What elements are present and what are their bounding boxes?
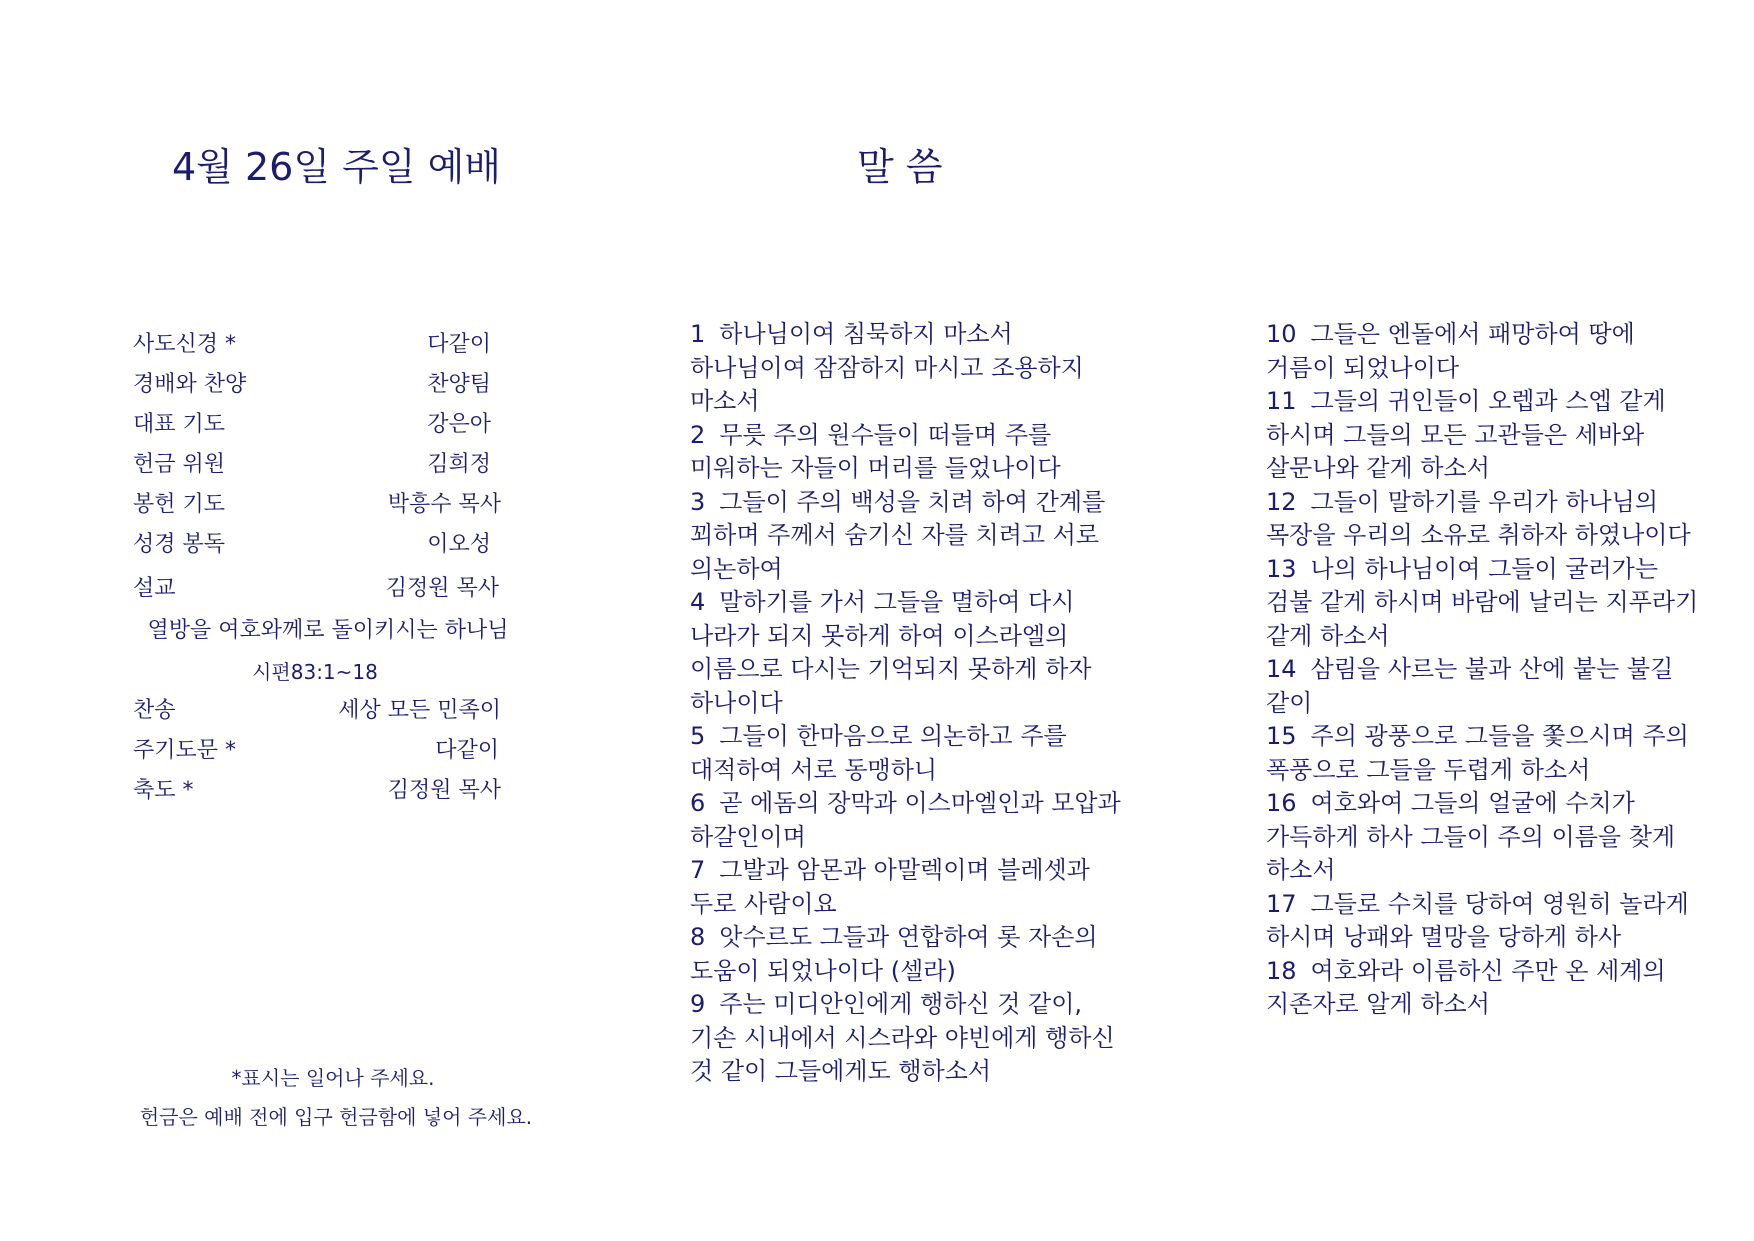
- verse-line: [1266, 821, 1698, 855]
- verse-number: 12: [1266, 487, 1297, 516]
- order-person: 김희정: [427, 452, 491, 477]
- verse-text: 여호와라 이름하신 주만 온 세계의: [1310, 956, 1666, 985]
- verse-line: [690, 921, 1121, 955]
- verse-number: 2: [690, 420, 706, 449]
- order-role: 사도신경 *: [133, 332, 237, 357]
- verse-text: 주는 미디안인에게 행하신 것 같이,: [719, 990, 1083, 1018]
- verse-number: 3: [690, 487, 706, 516]
- verse-line: [1266, 754, 1698, 788]
- verse-line: [690, 754, 1121, 788]
- verse-line: [690, 620, 1121, 654]
- verse-text: 나의 하나님이여 그들이 굴러가는: [1310, 554, 1659, 583]
- verse-text: 하나이다: [690, 688, 783, 717]
- verse-line: [1266, 955, 1698, 989]
- verse-text: 기손 시내에서 시스라와 야빈에게 행하신: [690, 1023, 1115, 1052]
- verse-text: 같이: [1266, 688, 1313, 717]
- verse-line: [690, 687, 1121, 721]
- verse-text: 의논하여: [690, 554, 783, 583]
- verse-line: [1266, 519, 1698, 553]
- order-row: [133, 733, 501, 765]
- verse-line: [690, 955, 1121, 989]
- order-role: 주기도문 *: [133, 738, 237, 763]
- verse-line: [690, 553, 1121, 587]
- order-person: 다같이: [427, 332, 491, 357]
- order-person: 다같이: [435, 738, 499, 763]
- verse-text: 하시며 낭패와 멸망을 당하게 하사: [1266, 923, 1622, 951]
- verse-line: [1266, 553, 1698, 587]
- verse-line: [690, 888, 1121, 922]
- verse-text: 검불 같게 하시며 바람에 날리는 지푸라기: [1266, 588, 1699, 616]
- verse-number: 9: [690, 990, 706, 1018]
- order-row: [133, 367, 501, 399]
- verse-text: 그들의 귀인들이 오렙과 스엡 같게: [1310, 387, 1666, 415]
- verse-number: 10: [1266, 320, 1297, 348]
- verse-number: 5: [690, 722, 706, 750]
- verse-text: 가득하게 하사 그들이 주의 이름을 찾게: [1266, 822, 1676, 851]
- order-role: 성경 봉독: [133, 532, 226, 557]
- verse-line: [1266, 988, 1698, 1022]
- verse-number: 13: [1266, 554, 1297, 583]
- order-person: 김정원 목사: [385, 576, 499, 601]
- verse-number: 1: [690, 320, 706, 348]
- verse-line: [690, 419, 1121, 453]
- order-row: [133, 693, 501, 725]
- verse-line: [1266, 486, 1698, 520]
- order-row: [133, 487, 501, 519]
- verse-line: [690, 720, 1121, 754]
- order-person: 찬양팀: [427, 372, 491, 397]
- verse-number: 14: [1266, 655, 1297, 683]
- stand-note: *표시는 일어나 주세요.: [231, 1066, 435, 1090]
- verse-line: [1266, 787, 1698, 821]
- verse-text: 앗수르도 그들과 연합하여 롯 자손의: [719, 923, 1098, 951]
- verse-text: 미워하는 자들이 머리를 들었나이다: [690, 454, 1061, 482]
- order-role: 헌금 위원: [133, 452, 226, 477]
- verse-text: 이름으로 다시는 기억되지 못하게 하자: [690, 655, 1092, 683]
- order-person: 세상 모든 민족이: [338, 698, 501, 723]
- order-person: 김정원 목사: [387, 778, 501, 803]
- verse-text: 그발과 암몬과 아말렉이며 블레셋과: [719, 856, 1090, 884]
- scripture-column-left: [690, 318, 1121, 1089]
- verse-number: 16: [1266, 789, 1297, 817]
- verse-number: 6: [690, 789, 706, 817]
- order-row: [133, 571, 501, 603]
- verse-number: 18: [1266, 956, 1297, 985]
- page-title: 4월 26일 주일 예배: [172, 145, 502, 189]
- verse-line: [690, 1055, 1121, 1089]
- verse-line: [1266, 687, 1698, 721]
- verse-line: [1266, 318, 1698, 352]
- order-person: 박흥수 목사: [387, 492, 501, 517]
- verse-text: 하나님이여 잠잠하지 마시고 조용하지: [690, 353, 1084, 382]
- verse-text: 말하기를 가서 그들을 멸하여 다시: [719, 588, 1075, 616]
- verse-line: [690, 1022, 1121, 1056]
- verse-text: 두로 사람이요: [690, 889, 837, 918]
- sermon-title: 열방을 여호와께로 돌이키시는 하나님: [147, 618, 509, 643]
- verse-text: 도움이 되었나이다 (셀라): [690, 956, 956, 985]
- verse-text: 같게 하소서: [1266, 621, 1390, 650]
- verse-text: 그들이 말하기를 우리가 하나님의: [1310, 487, 1659, 516]
- verse-text: 폭풍으로 그들을 두렵게 하소서: [1266, 755, 1591, 784]
- verse-text: 그들이 한마음으로 의논하고 주를: [719, 722, 1067, 750]
- verse-number: 7: [690, 856, 706, 884]
- verse-line: [1266, 419, 1698, 453]
- verse-text: 것 같이 그들에게도 행하소서: [690, 1057, 992, 1085]
- verse-line: [690, 352, 1121, 386]
- verse-text: 하소서: [1266, 856, 1336, 884]
- verse-line: [690, 821, 1121, 855]
- order-row: [133, 773, 501, 805]
- scripture-reference: 시편83:1~18: [252, 660, 378, 684]
- verse-text: 목장을 우리의 소유로 취하자 하였나이다: [1266, 521, 1691, 549]
- order-role: 설교: [133, 576, 176, 601]
- verse-text: 지존자로 알게 하소서: [1266, 990, 1490, 1018]
- verse-text: 주의 광풍으로 그들을 쫓으시며 주의: [1310, 722, 1689, 750]
- order-person: 이오성: [427, 532, 491, 557]
- verse-text: 하갈인이며: [690, 822, 806, 851]
- verse-line: [690, 519, 1121, 553]
- verse-line: [1266, 854, 1698, 888]
- verse-text: 하시며 그들의 모든 고관들은 세바와: [1266, 420, 1645, 449]
- verse-line: [1266, 620, 1698, 654]
- verse-number: 11: [1266, 387, 1297, 415]
- verse-line: [690, 586, 1121, 620]
- verse-line: [690, 318, 1121, 352]
- verse-text: 나라가 되지 못하게 하여 이스라엘의: [690, 621, 1069, 650]
- verse-number: 8: [690, 923, 706, 951]
- order-row: [133, 447, 501, 479]
- verse-number: 17: [1266, 889, 1297, 918]
- verse-line: [1266, 921, 1698, 955]
- order-row: [133, 407, 501, 439]
- verse-line: [1266, 452, 1698, 486]
- verse-line: [690, 385, 1121, 419]
- verse-text: 하나님이여 침묵하지 마소서: [719, 320, 1013, 348]
- verse-text: 그들이 주의 백성을 치려 하여 간계를: [719, 487, 1106, 516]
- word-section-title: 말 씀: [857, 145, 943, 189]
- order-role: 봉헌 기도: [133, 492, 226, 517]
- order-role: 경배와 찬양: [133, 372, 247, 397]
- verse-line: [1266, 888, 1698, 922]
- scripture-column-right: [1266, 318, 1698, 1022]
- order-person: 강은아: [427, 412, 491, 437]
- verse-line: [1266, 586, 1698, 620]
- verse-line: [690, 653, 1121, 687]
- verse-line: [690, 787, 1121, 821]
- verse-text: 꾀하며 주께서 숨기신 자를 치려고 서로: [690, 521, 1100, 549]
- verse-line: [690, 452, 1121, 486]
- verse-line: [1266, 653, 1698, 687]
- verse-number: 4: [690, 588, 706, 616]
- order-row: [133, 527, 501, 559]
- verse-text: 살문나와 같게 하소서: [1266, 454, 1490, 482]
- verse-line: [690, 486, 1121, 520]
- verse-text: 거름이 되었나이다: [1266, 353, 1460, 382]
- verse-line: [1266, 385, 1698, 419]
- verse-text: 그들은 엔돌에서 패망하여 땅에: [1310, 320, 1635, 348]
- verse-text: 무릇 주의 원수들이 떠들며 주를: [719, 420, 1052, 449]
- order-role: 축도 *: [133, 778, 194, 803]
- verse-number: 15: [1266, 722, 1297, 750]
- order-role: 대표 기도: [133, 412, 226, 437]
- verse-text: 삼림을 사르는 불과 산에 붙는 불길: [1310, 655, 1674, 683]
- verse-line: [1266, 720, 1698, 754]
- offering-note: 헌금은 예배 전에 입구 헌금함에 넣어 주세요.: [139, 1105, 533, 1129]
- verse-text: 여호와여 그들의 얼굴에 수치가: [1310, 789, 1635, 817]
- verse-text: 곧 에돔의 장막과 이스마엘인과 모압과: [719, 789, 1121, 817]
- verse-line: [1266, 352, 1698, 386]
- verse-line: [690, 988, 1121, 1022]
- verse-text: 그들로 수치를 당하여 영원히 놀라게: [1310, 889, 1689, 918]
- verse-text: 마소서: [690, 387, 760, 415]
- verse-line: [690, 854, 1121, 888]
- verse-text: 대적하여 서로 동맹하니: [690, 755, 938, 784]
- order-role: 찬송: [133, 698, 176, 723]
- order-row: [133, 327, 501, 359]
